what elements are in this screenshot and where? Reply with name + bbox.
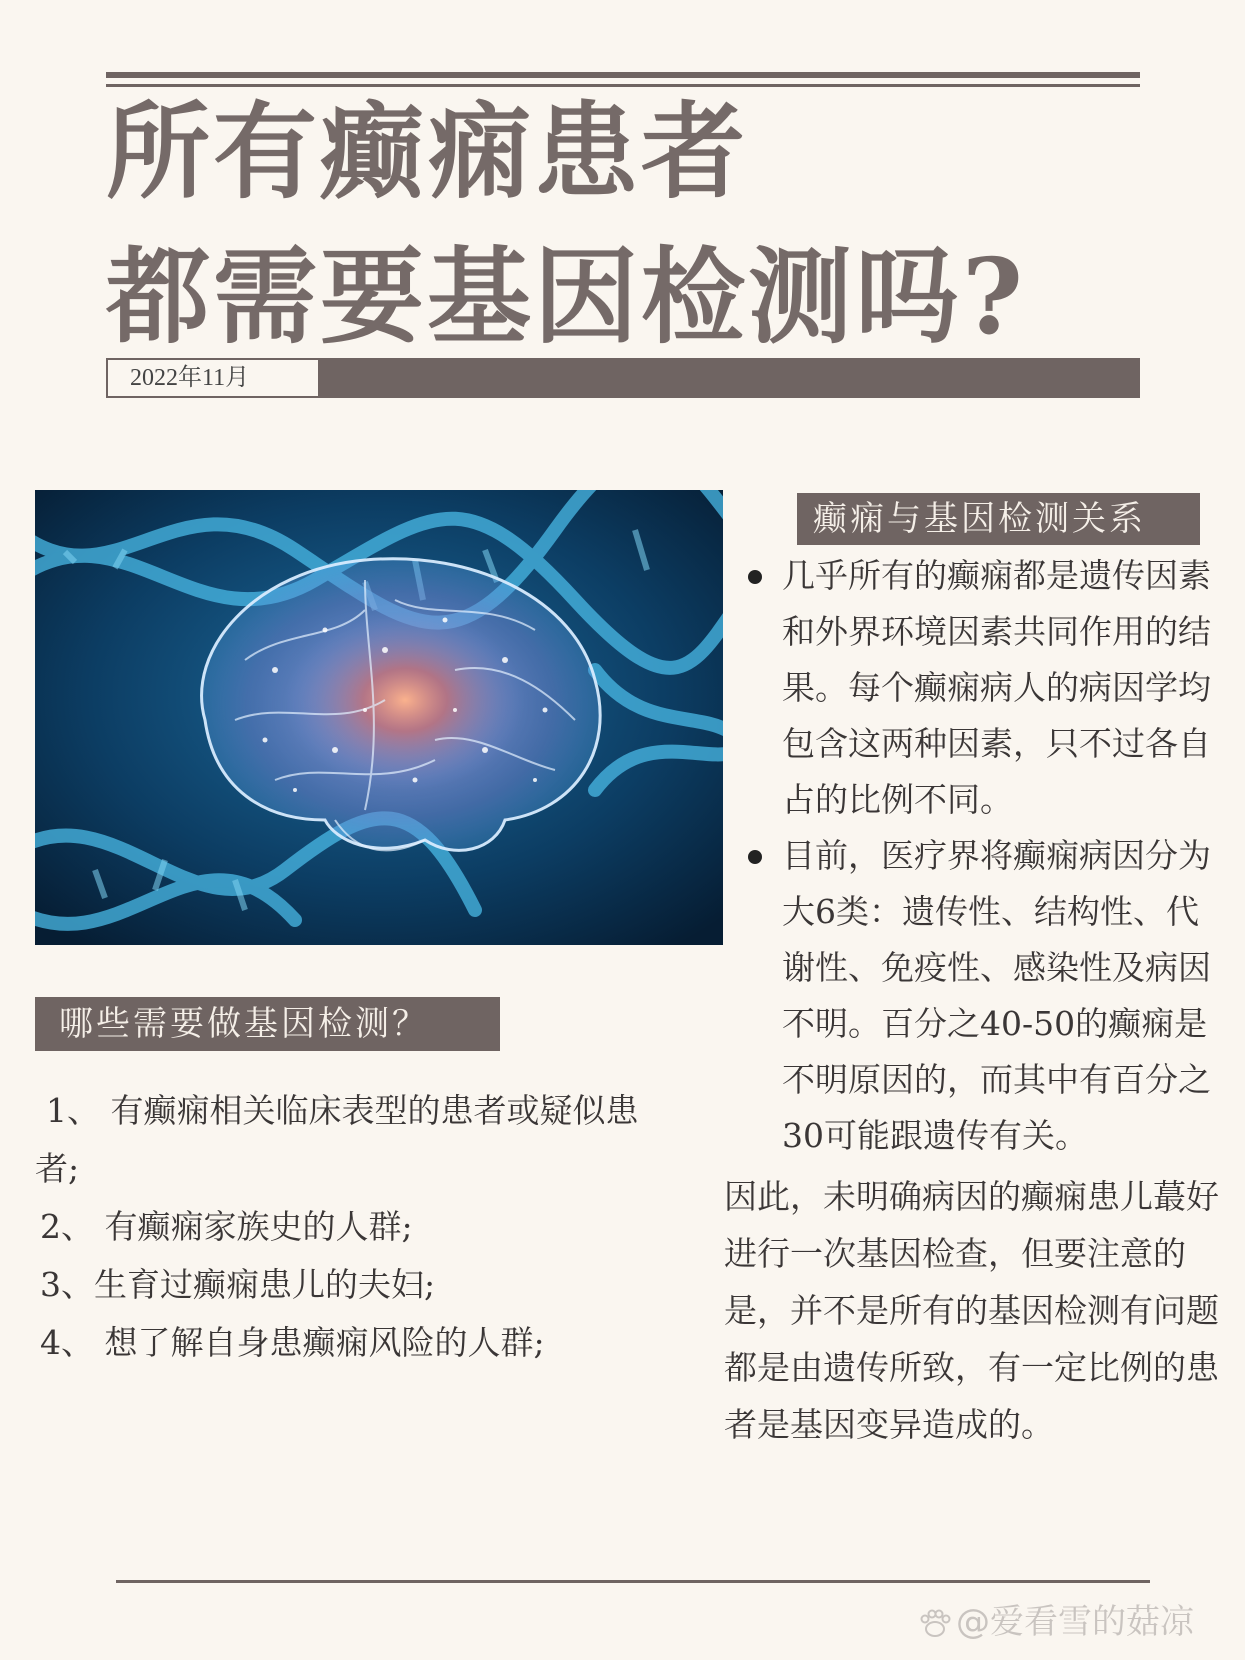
bullet-text: 目前，医疗界将癫痫病因分为大6类：遗传性、结构性、代谢性、免疫性、感染性及病因不明。百分之40-50的癫痫是不明原因的，而其中有百分之30可能跟遗传有关。: [782, 836, 1211, 1155]
date-label: 2022年11月: [108, 360, 318, 396]
bullet-item: [748, 828, 1228, 1164]
section-heading-relation: 癫痫与基因检测关系: [797, 493, 1200, 545]
brain-dna-illustration: [35, 490, 723, 945]
watermark: [918, 1594, 1194, 1643]
bullet-dot-icon: [748, 570, 762, 584]
hero-image: [35, 490, 723, 945]
bullet-text: 几乎所有的癫痫都是遗传因素和外界环境因素共同作用的结果。每个癫痫病人的病因学均包含这两种因素，只不过各自占的比例不同。: [782, 556, 1211, 819]
relation-bullet-list: [748, 548, 1228, 1164]
section-heading-who-needs-testing: 哪些需要做基因检测？: [35, 997, 500, 1051]
bottom-rule: [116, 1580, 1150, 1583]
conclusion-paragraph: 因此，未明确病因的癫痫患儿蕞好进行一次基因检查，但要注意的是，并不是所有的基因检测有问题都是由遗传所致，有一定比例的患者是基因变异造成的。: [724, 1177, 1219, 1444]
date-bar: [106, 358, 1140, 398]
bullet-dot-icon: [748, 850, 762, 864]
who-needs-testing-list: [35, 1082, 730, 1372]
top-rule-thick: [106, 72, 1140, 78]
list-item: 2、 有癫痫家族史的人群;: [40, 1207, 413, 1246]
list-item-continuation: 者;: [35, 1149, 80, 1188]
page-title-line-1: 所有癫痫患者: [106, 90, 749, 213]
list-item: 3、生育过癫痫患儿的夫妇;: [40, 1265, 436, 1304]
watermark-text: @爱看雪的菇凉: [956, 1602, 1194, 1642]
page-title-line-2: 都需要基因检测吗?: [106, 235, 1026, 358]
list-item: 4、 想了解自身患癫痫风险的人群;: [40, 1323, 545, 1362]
top-rule-thin: [106, 84, 1140, 87]
list-item: 1、 有癫痫相关临床表型的患者或疑似患: [46, 1091, 639, 1130]
bullet-item: [748, 548, 1228, 828]
paw-logo-icon: [918, 1609, 952, 1639]
